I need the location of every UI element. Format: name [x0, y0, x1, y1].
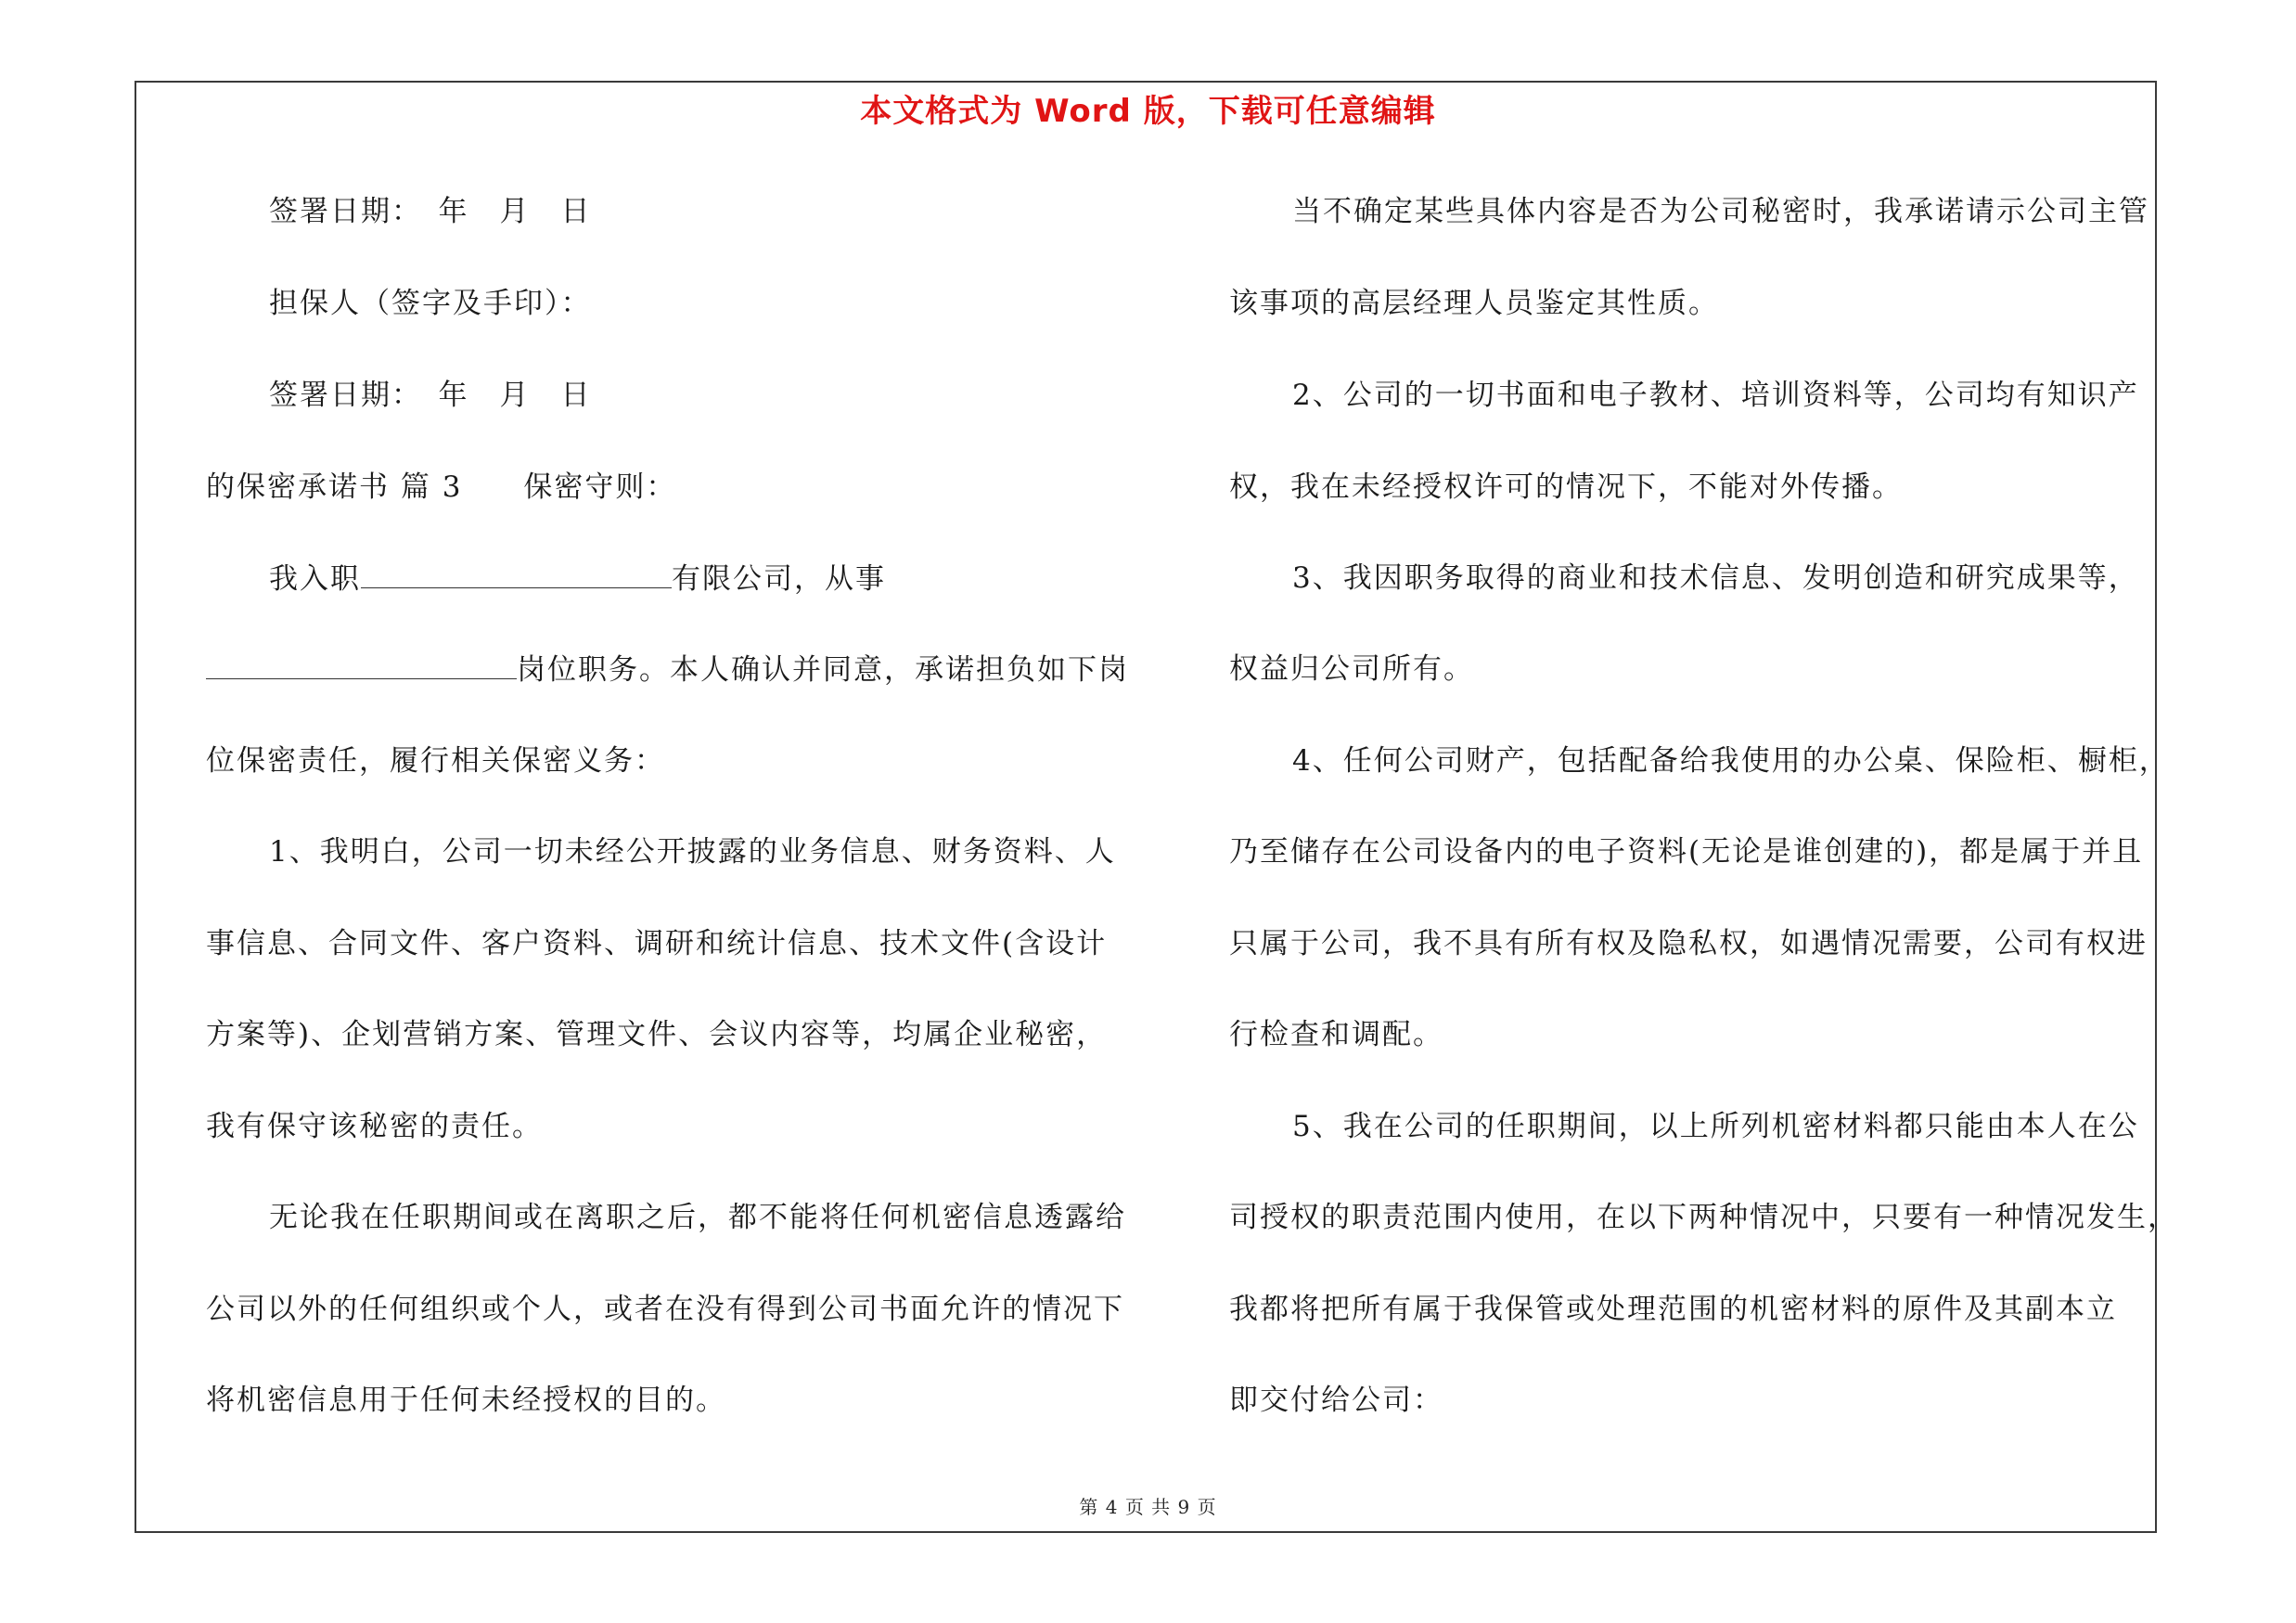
- paragraph-line: 公司以外的任何组织或个人，或者在没有得到公司书面允许的情况下: [206, 1293, 1124, 1326]
- paragraph-line: 无论我在任职期间或在离职之后，都不能将任何机密信息透露给: [269, 1201, 1126, 1234]
- paragraph-line: 5、我在公司的任职期间，以上所列机密材料都只能由本人在公: [1292, 1110, 2139, 1143]
- paragraph-line: 乃至储存在公司设备内的电子资料(无论是谁创建的)，都是属于并且: [1229, 835, 2144, 869]
- paragraph-line: 行检查和调配。: [1229, 1018, 1443, 1051]
- format-banner: 本文格式为 Word 版，下载可任意编辑: [860, 93, 1436, 130]
- paragraph-line: 方案等)、企划营销方案、管理文件、会议内容等，均属企业秘密，: [206, 1018, 1108, 1051]
- paragraph-line: 权，我在未经授权许可的情况下，不能对外传播。: [1229, 470, 1903, 504]
- paragraph-line: 该事项的高层经理人员鉴定其性质。: [1229, 287, 1719, 320]
- paragraph-line: 将机密信息用于任何未经授权的目的。: [206, 1384, 726, 1417]
- paragraph-line: 1、我明白，公司一切未经公开披露的业务信息、财务资料、人: [269, 835, 1116, 869]
- paragraph-line: 当不确定某些具体内容是否为公司秘密时，我承诺请示公司主管: [1292, 195, 2149, 228]
- position-blank: [206, 650, 517, 679]
- signing-date-line-1: 签署日期： 年 月 日: [269, 195, 592, 228]
- signing-date-line-2: 签署日期： 年 月 日: [269, 379, 592, 412]
- paragraph-line: 4、任何公司财产，包括配备给我使用的办公桌、保险柜、橱柜，: [1292, 744, 2170, 778]
- section-heading: 的保密承诺书 篇 3 保密守则：: [206, 470, 677, 504]
- paragraph-line: 权益归公司所有。: [1229, 652, 1474, 686]
- paragraph-line: 位保密责任，履行相关保密义务：: [206, 744, 665, 778]
- position-text: 岗位职务。本人确认并同意，承诺担负如下岗: [517, 653, 1129, 687]
- paragraph-line: 只属于公司，我不具有所有权及隐私权，如遇情况需要，公司有权进: [1229, 927, 2148, 960]
- guarantor-line: 担保人（签字及手印）：: [269, 287, 592, 320]
- company-blank: [361, 560, 672, 588]
- entry-prefix: 我入职: [269, 562, 361, 596]
- paragraph-line: 我都将把所有属于我保管或处理范围的机密材料的原件及其副本立: [1229, 1293, 2117, 1326]
- paragraph-line: 3、我因职务取得的商业和技术信息、发明创造和研究成果等，: [1292, 561, 2139, 595]
- paragraph-line: 即交付给公司：: [1229, 1384, 1443, 1417]
- paragraph-line: 2、公司的一切书面和电子教材、培训资料等，公司均有知识产: [1292, 379, 2139, 412]
- page-number: 第 4 页 共 9 页: [1079, 1496, 1217, 1518]
- entry-line: [206, 560, 886, 598]
- paragraph-line: 我有保守该秘密的责任。: [206, 1110, 543, 1143]
- paragraph-line: 司授权的职责范围内使用，在以下两种情况中，只要有一种情况发生，: [1229, 1201, 2178, 1234]
- entry-suffix: 有限公司，从事: [672, 562, 886, 596]
- paragraph-line: 事信息、合同文件、客户资料、调研和统计信息、技术文件(含设计: [206, 927, 1108, 960]
- position-line: [206, 650, 1129, 689]
